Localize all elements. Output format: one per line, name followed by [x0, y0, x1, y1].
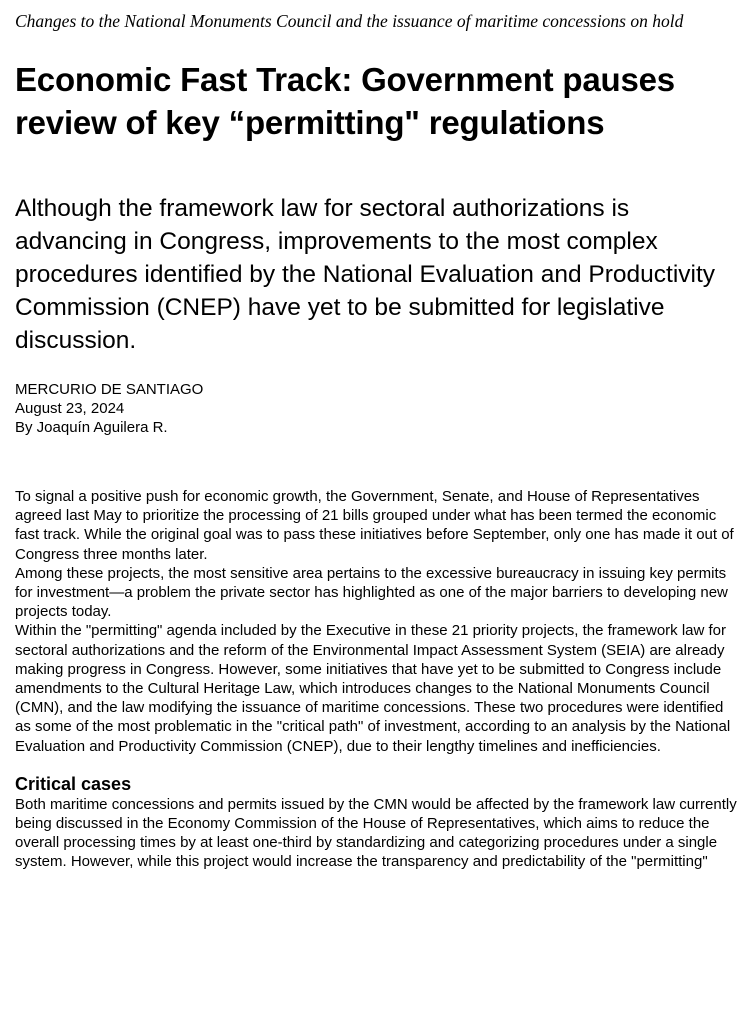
byline-source: MERCURIO DE SANTIAGO	[15, 381, 204, 398]
body-paragraph: Among these projects, the most sensitive area pertains to the excessive bureaucracy in issuing key permits for investment—a problem the private sector has highlighted as one of the major barriers to developing new projects today.	[15, 564, 728, 621]
section-paragraph: Both maritime concessions and permits issued by the CMN would be affected by the framework law currently being discussed in the Economy Commission of the House of Representatives, which aims to reduce the overall processing times by at least one-third by standardizing and categorizing procedures under a single system. However, while this project would increase the transparency and predictability of the "permitting"	[15, 795, 737, 871]
article-kicker: Changes to the National Monuments Council and the issuance of maritime concessions on hold	[15, 11, 684, 31]
byline	[15, 380, 740, 437]
body-paragraph: Within the "permitting" agenda included by the Executive in these 21 priority projects, the framework law for sectoral authorizations and the reform of the Environmental Impact Assessment System (SEIA) are already making progress in Congress. However, some initiatives that have yet to be submitted to Congress include amendments to the Cultural Heritage Law, which introduces changes to the National Monuments Council (CMN), and the law modifying the issuance of maritime concessions. These two procedures were identified as some of the most problematic in the "critical path" of investment, according to an analysis by the National Evaluation and Productivity Commission (CNEP), due to their lengthy timelines and inefficiencies.	[15, 622, 731, 755]
article-body	[15, 487, 737, 872]
byline-date: August 23, 2024	[15, 400, 125, 417]
byline-author: By Joaquín Aguilera R.	[15, 419, 168, 436]
article-headline: Economic Fast Track: Government pauses review of key “permitting" regulations	[15, 61, 675, 141]
section-heading: Critical cases	[15, 773, 132, 794]
article-subhead: Although the framework law for sectoral authorizations is advancing in Congress, improvements to the most complex procedures identified by the National Evaluation and Productivity Commission (CNEP) have yet to be submitted for legislative discussion.	[15, 195, 716, 354]
body-paragraph: To signal a positive push for economic growth, the Government, Senate, and House of Representatives agreed last May to prioritize the processing of 21 bills grouped under what has been termed the economic fast track. While the original goal was to pass these initiatives before September, only one has made it out of Congress three months later.	[15, 488, 734, 563]
